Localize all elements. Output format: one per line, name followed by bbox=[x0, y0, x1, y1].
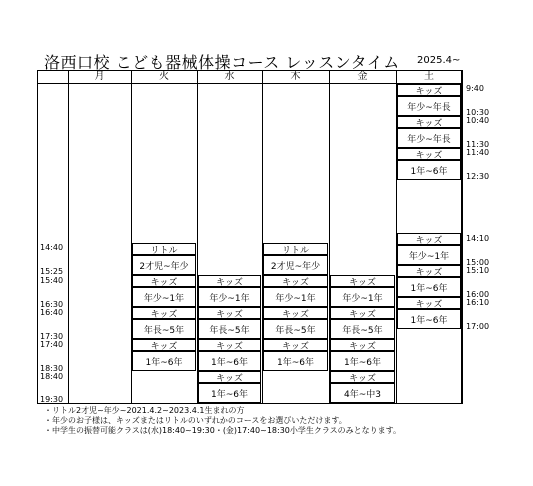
time-label: 18:30 bbox=[40, 364, 64, 373]
time-label: 10:40 bbox=[466, 116, 490, 125]
class-slot: キッズ bbox=[397, 265, 461, 277]
class-slot: 年少~1年 bbox=[397, 245, 461, 265]
class-slot: キッズ bbox=[330, 371, 395, 383]
class-slot: キッズ bbox=[330, 275, 395, 287]
time-label: 18:40 bbox=[40, 372, 64, 381]
class-slot: キッズ bbox=[263, 275, 328, 287]
class-slot: キッズ bbox=[397, 233, 461, 245]
time-label: 15:25 bbox=[40, 267, 64, 276]
class-slot: キッズ bbox=[132, 339, 196, 351]
class-slot: 1年~6年 bbox=[397, 160, 461, 180]
column-divider bbox=[68, 70, 69, 404]
time-label: 9:40 bbox=[466, 84, 484, 93]
class-slot: 年少~年長 bbox=[397, 128, 461, 148]
time-label: 16:30 bbox=[40, 300, 64, 309]
day-header-thu: 木 bbox=[290, 71, 301, 82]
class-slot: キッズ bbox=[263, 307, 328, 319]
time-label: 17:40 bbox=[40, 340, 64, 349]
class-slot: キッズ bbox=[198, 275, 261, 287]
column-divider bbox=[462, 70, 463, 404]
time-label: 16:00 bbox=[466, 290, 490, 299]
class-slot: 4年~中3 bbox=[330, 383, 395, 403]
footnote: ・中学生の振替可能クラスは(水)18:40~19:30・(金)17:40~18:30小学生クラスのみとなります。 bbox=[44, 426, 401, 435]
class-slot: 1年~6年 bbox=[397, 309, 461, 329]
class-slot: キッズ bbox=[198, 339, 261, 351]
day-header-wed: 水 bbox=[224, 71, 235, 82]
time-label: 15:00 bbox=[466, 258, 490, 267]
class-slot: キッズ bbox=[132, 307, 196, 319]
class-slot: 1年~6年 bbox=[198, 351, 261, 371]
class-slot: キッズ bbox=[397, 116, 461, 128]
class-slot: 1年~6年 bbox=[198, 383, 261, 403]
class-slot: キッズ bbox=[397, 297, 461, 309]
time-label: 12:30 bbox=[466, 172, 490, 181]
class-slot: 年長~5年 bbox=[330, 319, 395, 339]
class-slot: 年少~1年 bbox=[263, 287, 328, 307]
time-label: 11:30 bbox=[466, 140, 490, 149]
class-slot: リトル bbox=[132, 243, 196, 255]
class-slot: キッズ bbox=[397, 84, 461, 96]
class-slot: 2才児~年少 bbox=[263, 255, 328, 275]
class-slot: 年長~5年 bbox=[132, 319, 196, 339]
class-slot: キッズ bbox=[132, 275, 196, 287]
class-slot: 年少~年長 bbox=[397, 96, 461, 116]
day-header-mon: 月 bbox=[94, 71, 105, 82]
time-label: 17:30 bbox=[40, 332, 64, 341]
time-label: 16:40 bbox=[40, 308, 64, 317]
day-header-tue: 火 bbox=[159, 71, 169, 82]
class-slot: キッズ bbox=[198, 307, 261, 319]
time-label: 15:10 bbox=[466, 266, 490, 275]
effective-date: 2025.4~ bbox=[417, 55, 461, 66]
time-label: 15:40 bbox=[40, 276, 64, 285]
class-slot: 1年~6年 bbox=[330, 351, 395, 371]
class-slot: キッズ bbox=[330, 307, 395, 319]
class-slot: 年少~1年 bbox=[330, 287, 395, 307]
schedule-title: 洛西口校 こども器械体操コース レッスンタイム bbox=[44, 53, 400, 72]
class-slot: キッズ bbox=[263, 339, 328, 351]
footnote: ・年少のお子様は、キッズまたはリトルのいずれかのコースをお選びいただけます。 bbox=[44, 416, 347, 425]
class-slot: 年長~5年 bbox=[263, 319, 328, 339]
class-slot: 年少~1年 bbox=[132, 287, 196, 307]
class-slot: 1年~6年 bbox=[263, 351, 328, 371]
time-label: 11:40 bbox=[466, 148, 490, 157]
time-label: 14:40 bbox=[40, 243, 64, 252]
class-slot: 1年~6年 bbox=[132, 351, 196, 371]
day-header-sat: 土 bbox=[424, 71, 434, 82]
time-label: 17:00 bbox=[466, 322, 490, 331]
time-label: 10:30 bbox=[466, 108, 490, 117]
class-slot: 年少~1年 bbox=[198, 287, 261, 307]
class-slot: 年長~5年 bbox=[198, 319, 261, 339]
class-slot: キッズ bbox=[198, 371, 261, 383]
class-slot: キッズ bbox=[330, 339, 395, 351]
time-label: 14:10 bbox=[466, 234, 490, 243]
time-label: 19:30 bbox=[40, 395, 64, 404]
class-slot: リトル bbox=[263, 243, 328, 255]
class-slot: キッズ bbox=[397, 148, 461, 160]
time-label: 16:10 bbox=[466, 298, 490, 307]
day-header-fri: 金 bbox=[357, 71, 368, 82]
footnote: ・リトル2才児~年少~2021.4.2~2023.4.1生まれの方 bbox=[44, 406, 245, 415]
class-slot: 1年~6年 bbox=[397, 277, 461, 297]
class-slot: 2才児~年少 bbox=[132, 255, 196, 275]
